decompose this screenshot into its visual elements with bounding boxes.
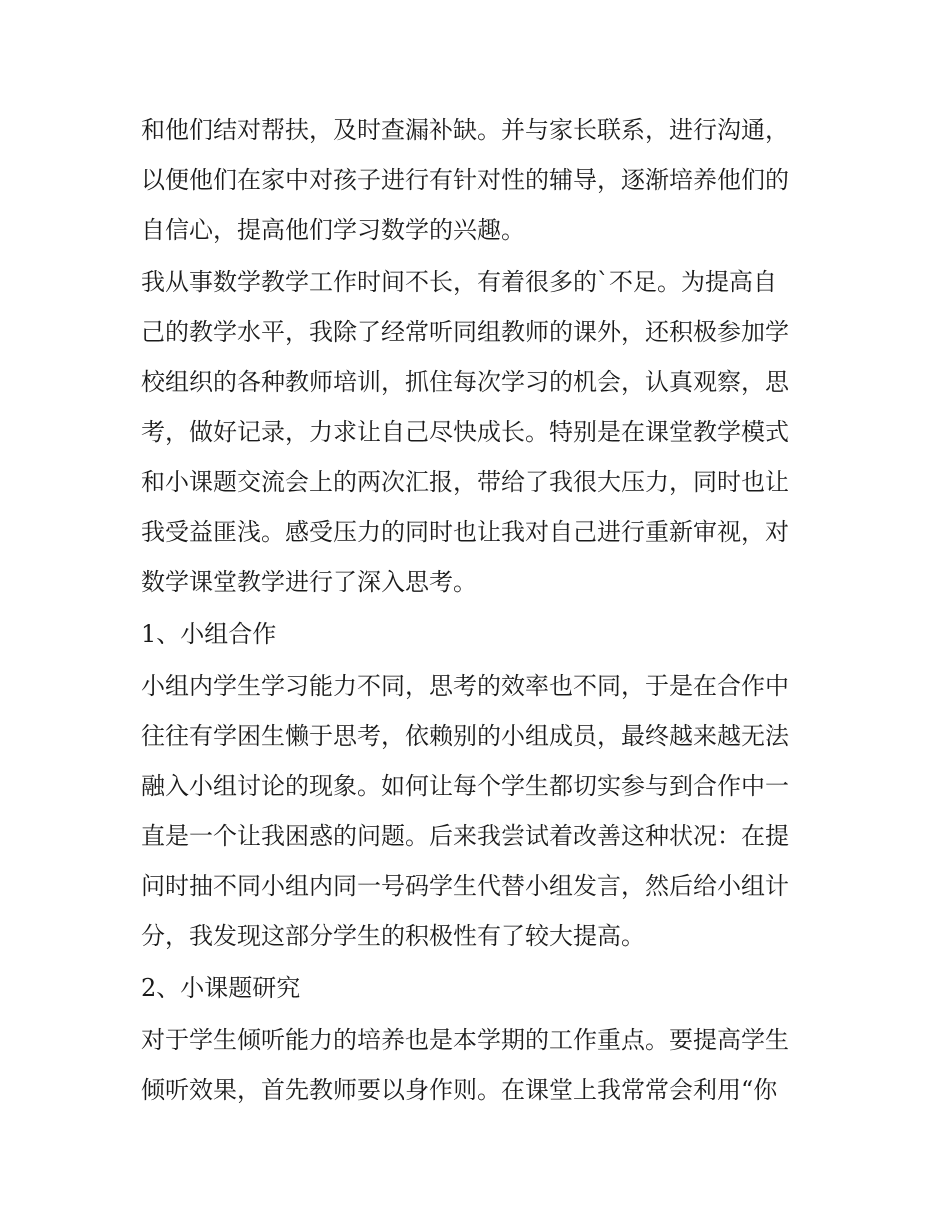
section-heading-2: 2、小课题研究 [141,974,301,1002]
text-line-20: 倾听效果，首先教师要以身作则。在课堂上我常常会利用“你 [141,1076,778,1104]
text-line-10: 数学课堂教学进行了深入思考。 [141,568,477,596]
text-line-17: 分，我发现这部分学生的积极性有了较大提高。 [141,922,645,950]
text-line-12: 小组内学生学习能力不同，思考的效率也不同，于是在合作中 [141,672,789,700]
text-line-4: 我从事数学教学工作时间不长，有着很多的`不足。为提高自 [141,268,777,296]
text-line-7: 考，做好记录，力求让自己尽快成长。特别是在课堂教学模式 [141,418,789,446]
text-line-3: 自信心，提高他们学习数学的兴趣。 [141,216,525,244]
text-line-19: 对于学生倾听能力的培养也是本学期的工作重点。要提高学生 [141,1026,789,1054]
section-heading-1: 1、小组合作 [141,620,277,648]
text-line-15: 直是一个让我困惑的问题。后来我尝试着改善这种状况：在提 [141,822,789,850]
text-line-1: 和他们结对帮扶，及时查漏补缺。并与家长联系，进行沟通， [141,116,789,144]
text-line-5: 己的教学水平，我除了经常听同组教师的课外，还积极参加学 [141,318,789,346]
text-line-2: 以便他们在家中对孩子进行有针对性的辅导，逐渐培养他们的 [141,166,789,194]
text-line-9: 我受益匪浅。感受压力的同时也让我对自己进行重新审视，对 [141,518,789,546]
text-line-16: 问时抽不同小组内同一号码学生代替小组发言，然后给小组计 [141,872,789,900]
text-line-8: 和小课题交流会上的两次汇报，带给了我很大压力，同时也让 [141,468,789,496]
text-line-13: 往往有学困生懒于思考，依赖别的小组成员，最终越来越无法 [141,722,789,750]
text-line-14: 融入小组讨论的现象。如何让每个学生都切实参与到合作中一 [141,772,789,800]
text-line-6: 校组织的各种教师培训，抓住每次学习的机会，认真观察，思 [141,368,789,396]
